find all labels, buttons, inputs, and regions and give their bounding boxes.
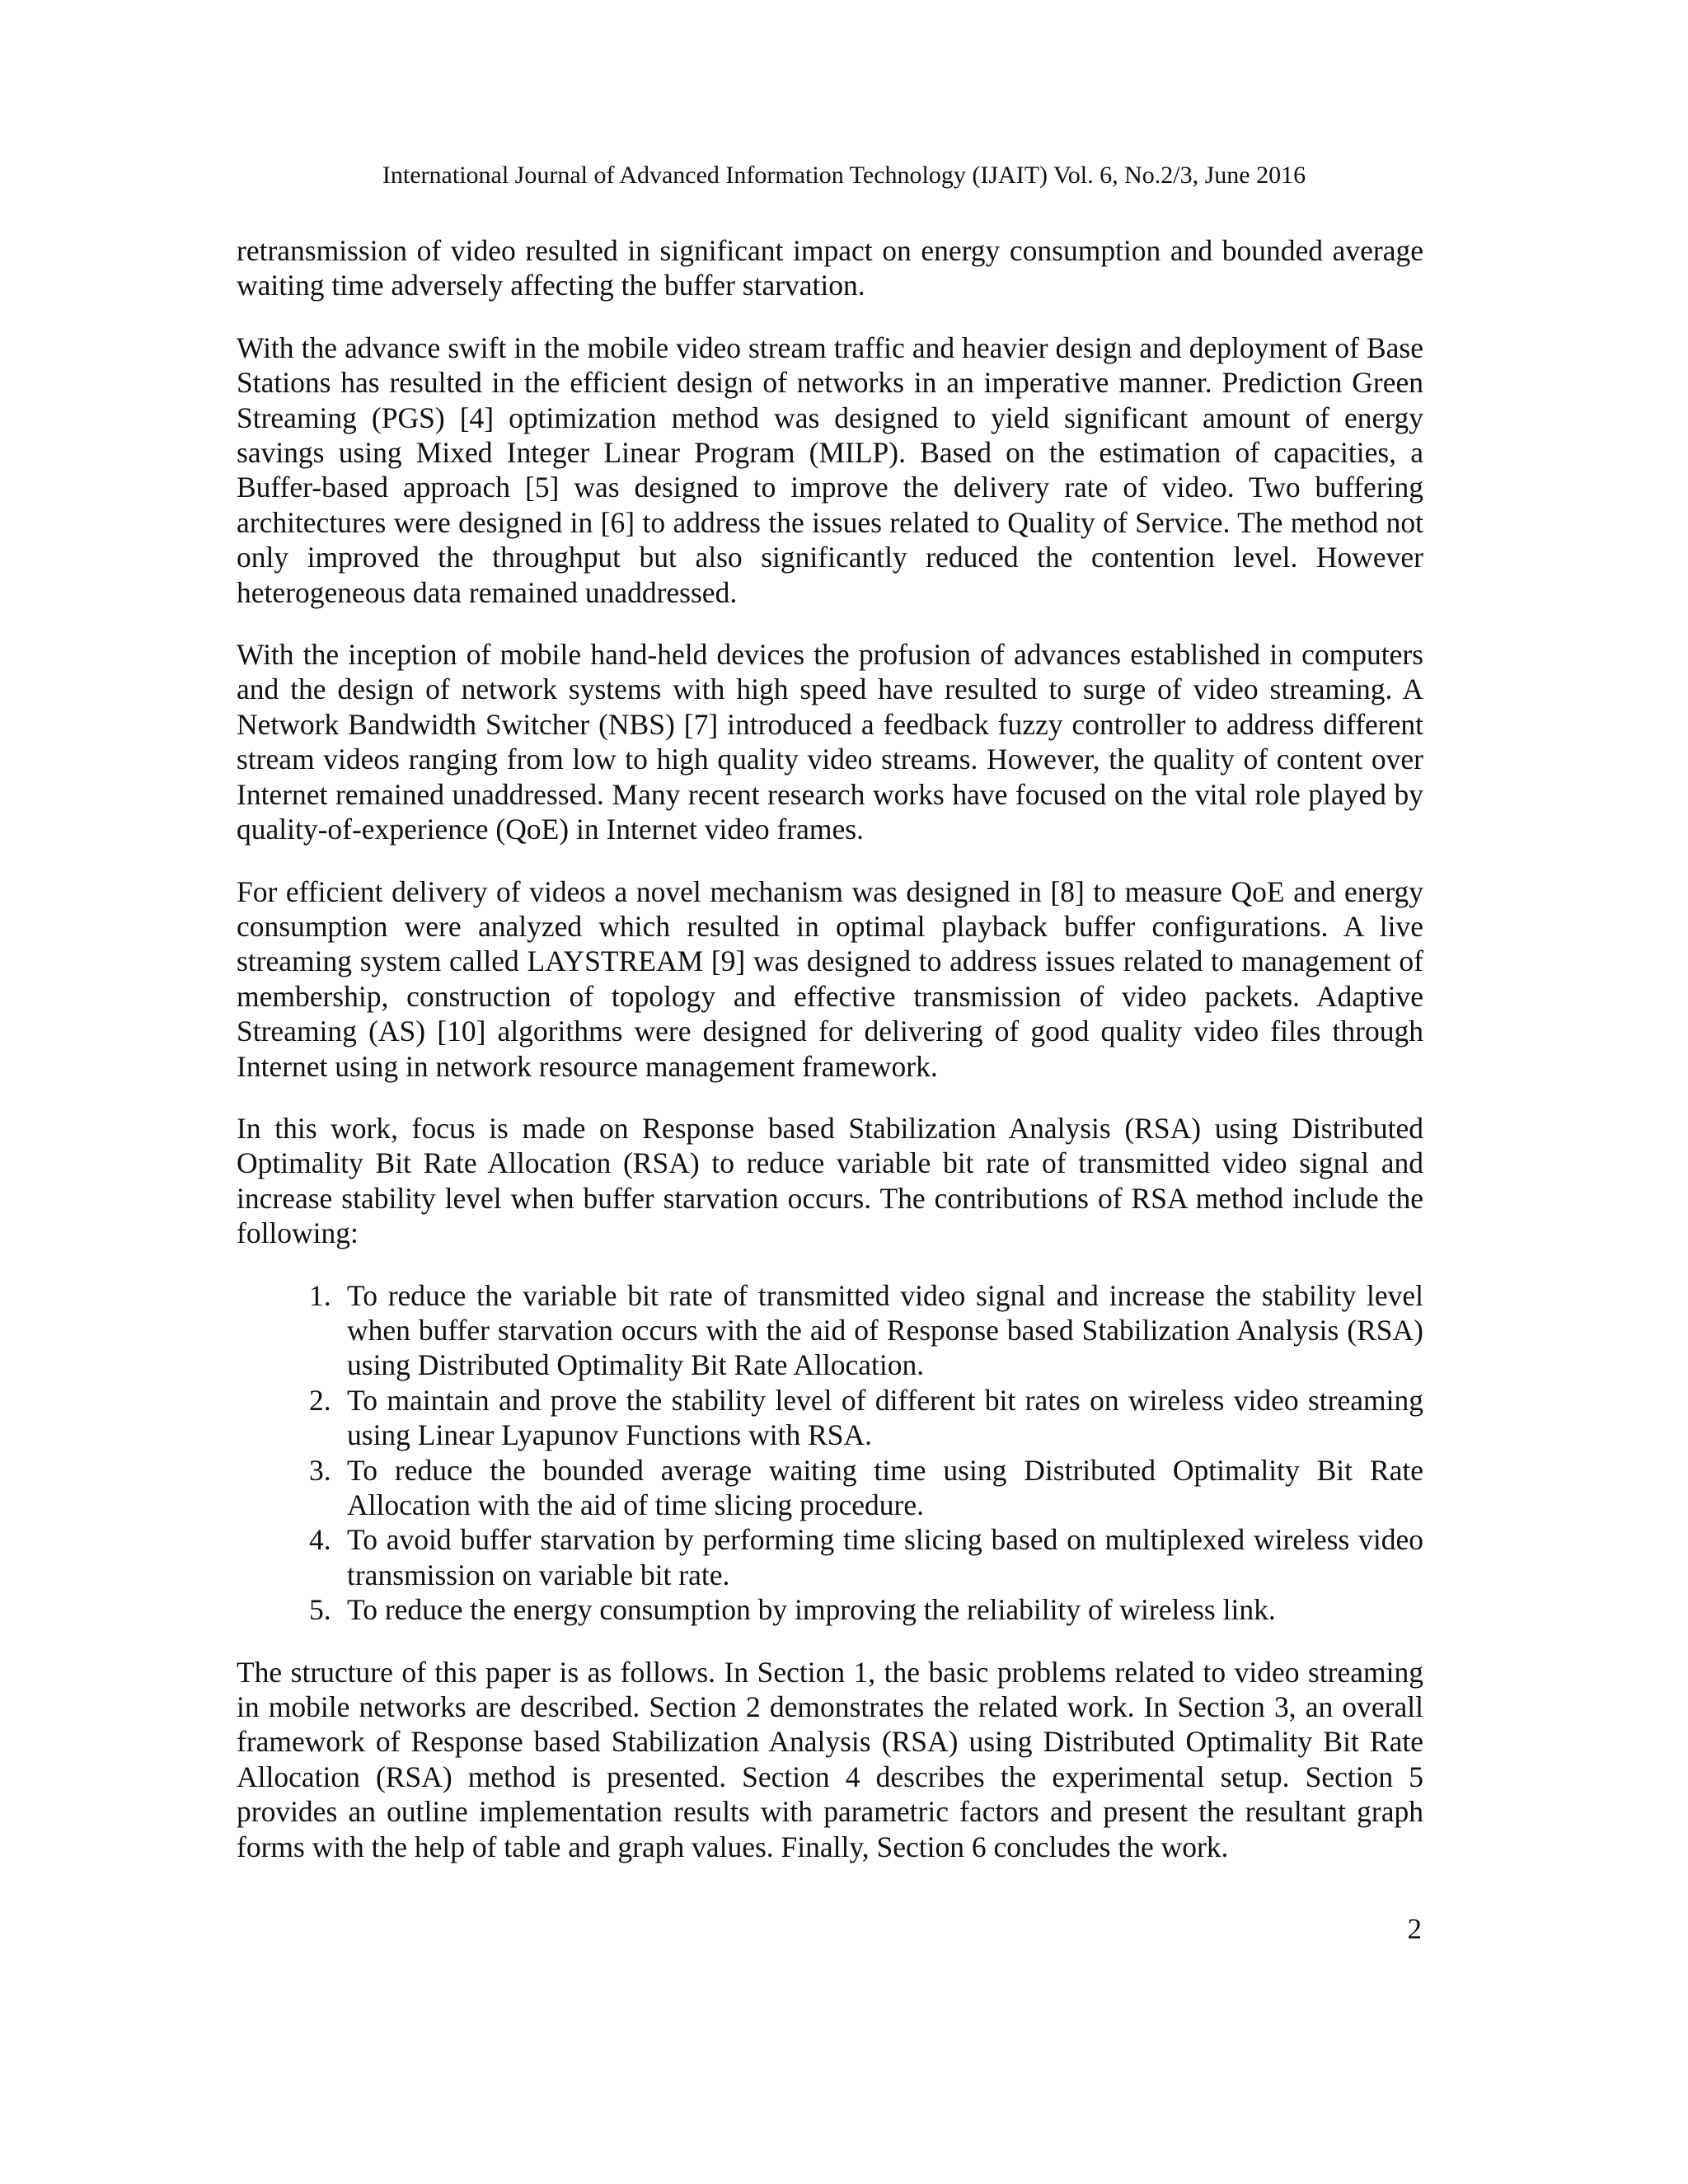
list-item (237, 1383, 1423, 1453)
list-item-number: 5. (309, 1593, 331, 1627)
list-item-number: 2. (309, 1383, 331, 1417)
page-body (237, 233, 1423, 1891)
running-header: International Journal of Advanced Information Technology (IJAIT) Vol. 6, No.2/3, June 2016 (382, 162, 1306, 189)
page-number: 2 (1407, 1913, 1422, 1945)
list-item-number: 4. (309, 1523, 331, 1557)
list-item-number: 3. (309, 1453, 331, 1487)
list-item-text: To reduce the energy consumption by improving the reliability of wireless link. (347, 1593, 1276, 1627)
list-item-text: To reduce the variable bit rate of transmitted video signal and increase the stability level when buffer starvation occurs with the aid of Response based Stabilization Analysis (RSA) using Distributed Optimality Bit Rate Allocation. (347, 1278, 1423, 1382)
contributions-list (237, 1278, 1423, 1628)
paragraph-nbs: With the inception of mobile hand-held devices the profusion of advances established in computers and the design of network systems with high speed have resulted to surge of video streaming. A Network Bandwidth Switcher (NBS) [7] introduced a feedback fuzzy controller to address different stream videos ranging from low to high quality video streams. However, the quality of content over Internet remained unaddressed. Many recent research works have focused on the vital role played by quality-of-experience (QoE) in Internet video frames. (237, 638, 1423, 846)
list-item (237, 1453, 1423, 1523)
list-item (237, 1592, 1423, 1627)
paragraph-continuation: retransmission of video resulted in significant impact on energy consumption and bounded average waiting time adversely affecting the buffer starvation. (237, 234, 1423, 302)
list-item-text: To avoid buffer starvation by performing time slicing based on multiplexed wireless video transmission on variable bit rate. (347, 1523, 1423, 1591)
paragraph-structure: The structure of this paper is as follows. In Section 1, the basic problems related to video streaming in mobile networks are described. Section 2 demonstrates the related work. In Section 3, an overall framework of Response based Stabilization Analysis (RSA) using Distributed Optimality Bit Rate Allocation (RSA) method is presented. Section 4 describes the experimental setup. Section 5 provides an outline implementation results with parametric factors and present the resultant graph forms with the help of table and graph values. Finally, Section 6 concludes the work. (237, 1655, 1423, 1863)
list-item (237, 1522, 1423, 1592)
list-item-text: To reduce the bounded average waiting time using Distributed Optimality Bit Rate Allocation with the aid of time slicing procedure. (347, 1453, 1423, 1521)
paragraph-laystream: For efficient delivery of videos a novel mechanism was designed in [8] to measure QoE and energy consumption were analyzed which resulted in optimal playback buffer configurations. A live streaming system called LAYSTREAM [9] was designed to address issues related to management of membership, construction of topology and effective transmission of video packets. Adaptive Streaming (AS) [10] algorithms were designed for delivering of good quality video files through Internet using in network resource management framework. (237, 874, 1423, 1083)
list-item (237, 1278, 1423, 1383)
paragraph-this-work: In this work, focus is made on Response based Stabilization Analysis (RSA) using Distributed Optimality Bit Rate Allocation (RSA) to reduce variable bit rate of transmitted video signal and increase stability level when buffer starvation occurs. The contributions of RSA method include the following: (237, 1111, 1423, 1250)
list-item-text: To maintain and prove the stability level of different bit rates on wireless video streaming using Linear Lyapunov Functions with RSA. (347, 1383, 1423, 1452)
paragraph-pgs: With the advance swift in the mobile video stream traffic and heavier design and deployment of Base Stations has resulted in the efficient design of networks in an imperative manner. Prediction Green Streaming (PGS) [4] optimization method was designed to yield significant amount of energy savings using Mixed Integer Linear Program (MILP). Based on the estimation of capacities, a Buffer-based approach [5] was designed to improve the delivery rate of video. Two buffering architectures were designed in [6] to address the issues related to Quality of Service. The method not only improved the throughput but also significantly reduced the contention level. However heterogeneous data remained unaddressed. (237, 330, 1423, 609)
list-item-number: 1. (309, 1278, 331, 1312)
